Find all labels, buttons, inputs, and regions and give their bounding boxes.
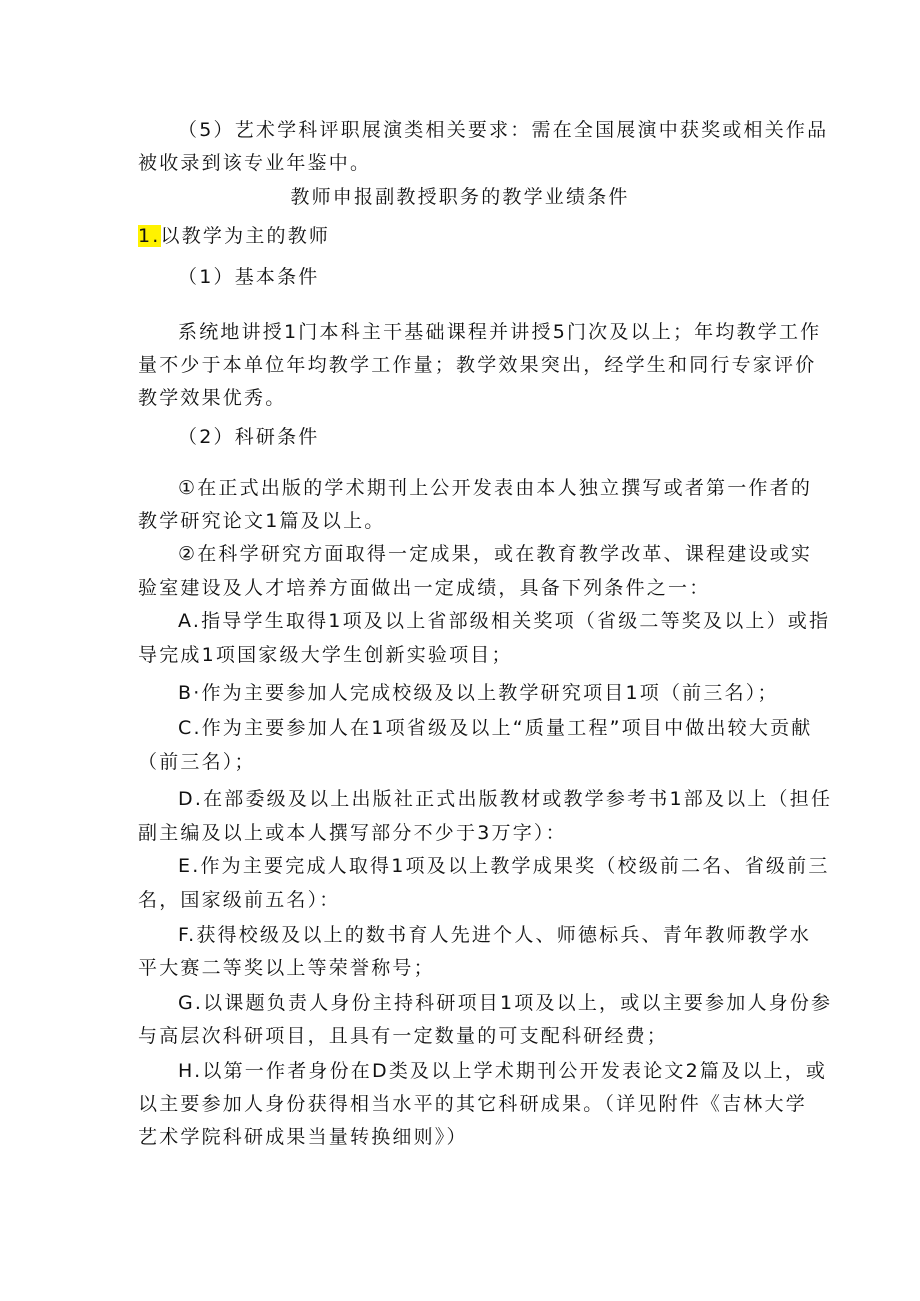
condition-b-line-1: B·作为主要参加人完成校级及以上教学研究项目1项（前三名）； xyxy=(178,682,779,704)
art-requirement-line-2: 被收录到该专业年鉴中。 xyxy=(138,152,372,174)
section-heading-text: 以教学为主的教师 xyxy=(160,225,331,247)
condition-d-line-2: 副主编及以上或本人撰写部分不少于3万字）： xyxy=(138,822,567,844)
condition-a-line-1: A.指导学生取得1项及以上省部级相关奖项（省级二等奖及以上）或指 xyxy=(178,610,831,632)
condition-e-line-1: E.作为主要完成人取得1项及以上教学成果奖（校级前二名、省级前三 xyxy=(178,855,830,877)
research-conditions-heading: （2）科研条件 xyxy=(178,426,320,448)
basic-conditions-heading: （1）基本条件 xyxy=(178,266,320,288)
condition-c-line-1: C.作为主要参加人在1项省级及以上“质量工程”项目中做出较大贡献 xyxy=(178,717,813,739)
condition-e-line-2: 名，国家级前五名）： xyxy=(138,889,341,911)
section-heading xyxy=(138,221,330,251)
art-requirement-line-1: （5）艺术学科评职展演类相关要求：需在全国展演中获奖或相关作品 xyxy=(178,119,829,141)
condition-g-line-2: 与高层次科研项目，且具有一定数量的可支配科研经费； xyxy=(138,1025,669,1047)
research-item-2-line-1: ②在科学研究方面取得一定成果，或在教育教学改革、课程建设或实 xyxy=(178,543,813,565)
condition-a-line-2: 导完成1项国家级大学生创新实验项目； xyxy=(138,644,513,666)
section-number-highlight: 1. xyxy=(138,225,161,247)
condition-g-line-1: G.以课题负责人身份主持科研项目1项及以上，或以主要参加人身份参 xyxy=(178,992,833,1014)
condition-f-line-1: F.获得校级及以上的数书育人先进个人、师德标兵、青年教师教学水 xyxy=(178,924,812,946)
condition-d-line-1: D.在部委级及以上出版社正式出版教材或教学参考书1部及以上（担任 xyxy=(178,788,833,810)
condition-h-line-1: H.以第一作者身份在D类及以上学术期刊公开发表论文2篇及以上，或 xyxy=(178,1060,828,1082)
research-item-2-line-2: 验室建设及人才培养方面做出一定成绩，具备下列条件之一： xyxy=(138,577,711,599)
research-item-1-line-1: ①在正式出版的学术期刊上公开发表由本人独立撰写或者第一作者的 xyxy=(178,477,813,499)
condition-c-line-2: （前三名）； xyxy=(138,751,256,773)
condition-h-line-2: 以主要参加人身份获得相当水平的其它科研成果。（详见附件《吉林大学 xyxy=(138,1093,807,1115)
basic-line-2: 量不少于本单位年均教学工作量；教学效果突出，经学生和同行专家评价 xyxy=(138,354,817,376)
research-item-1-line-2: 教学研究论文1篇及以上。 xyxy=(138,510,386,532)
basic-line-1: 系统地讲授1门本科主干基础课程并讲授5门次及以上；年均教学工作 xyxy=(178,321,822,343)
condition-f-line-2: 平大赛二等奖以上等荣誉称号； xyxy=(138,957,435,979)
condition-h-line-3: 艺术学院科研成果当量转换细则》） xyxy=(138,1126,468,1148)
basic-line-3: 教学效果优秀。 xyxy=(138,387,287,409)
document-title: 教师申报副教授职务的教学业绩条件 xyxy=(290,186,630,208)
